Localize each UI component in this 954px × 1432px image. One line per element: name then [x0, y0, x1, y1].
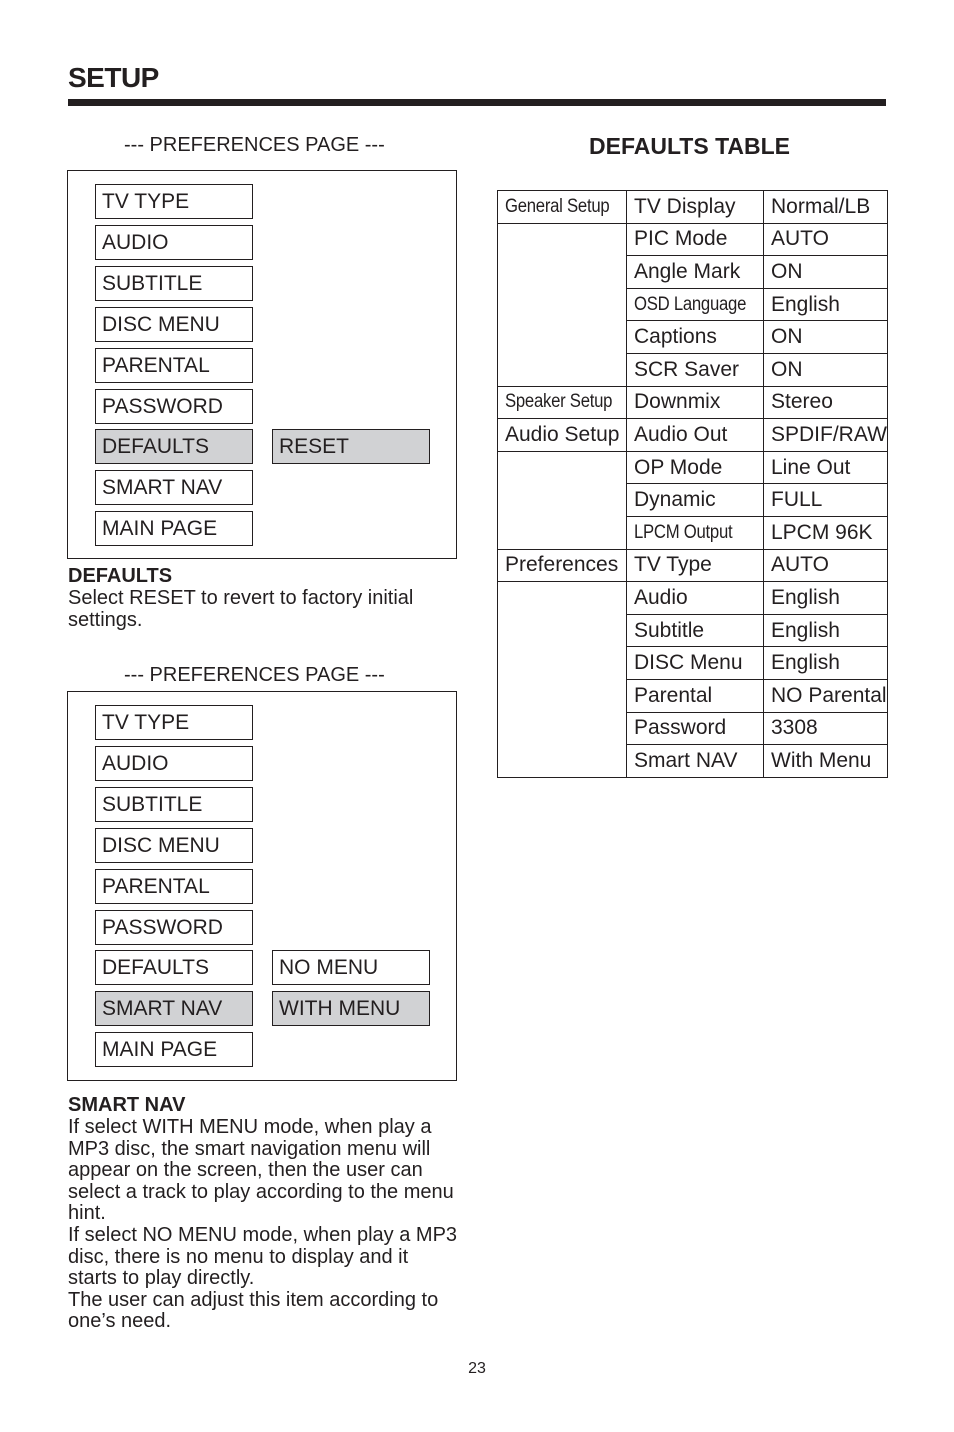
group-cell — [498, 419, 627, 452]
setting-item-label: Angle Mark — [634, 259, 741, 283]
smart-nav-paragraph: If select WITH MENU mode, when play a MP3 disc, the smart navigation menu will appear on the screen, then the user can select a track to play according to the menu hint. — [68, 1116, 454, 1225]
group-cell — [498, 191, 627, 224]
setting-item — [627, 386, 764, 419]
setting-item-label: TV Display — [634, 194, 736, 218]
setting-item-label: LPCM Output — [634, 521, 733, 543]
setting-item-label: Audio — [634, 585, 688, 609]
setting-item — [627, 516, 764, 549]
group-name: Speaker Setup — [505, 391, 613, 413]
setting-value: SPDIF/RAW — [764, 419, 888, 452]
setting-item-label: Parental — [634, 683, 713, 707]
table-row — [498, 451, 888, 484]
setting-value: English — [764, 647, 888, 680]
setting-value: 3308 — [764, 712, 888, 745]
menu-item-password: PASSWORD — [95, 910, 253, 945]
setting-item-label: PIC Mode — [634, 227, 728, 251]
setting-item-label: OSD Language — [634, 293, 747, 315]
setting-item — [627, 647, 764, 680]
setting-item — [627, 679, 764, 712]
defaults-table-title: DEFAULTS TABLE — [589, 133, 791, 159]
menu-item-main-page: MAIN PAGE — [95, 1032, 253, 1067]
menu-item-audio: AUDIO — [95, 746, 253, 781]
group-cell — [498, 549, 627, 582]
table-row — [498, 223, 888, 256]
table-row — [498, 386, 888, 419]
group-name: Audio Setup — [505, 422, 620, 446]
preferences-menu-panel-smart-nav — [67, 691, 457, 1081]
setting-item — [627, 582, 764, 615]
defaults-table — [497, 190, 888, 778]
panel2-caption: --- PREFERENCES PAGE --- — [124, 664, 385, 686]
setting-value: With Menu — [764, 745, 888, 778]
table-row — [498, 549, 888, 582]
setting-value: English — [764, 614, 888, 647]
setting-value: ON — [764, 321, 888, 354]
menu-item-disc-menu: DISC MENU — [95, 307, 253, 342]
setting-value: NO Parental — [764, 679, 888, 712]
menu-item-subtitle: SUBTITLE — [95, 266, 253, 301]
setting-value: English — [764, 288, 888, 321]
option-with-menu: WITH MENU — [272, 991, 430, 1026]
option-no-menu: NO MENU — [272, 950, 430, 985]
page-number: 23 — [468, 1360, 486, 1377]
menu-item-subtitle: SUBTITLE — [95, 787, 253, 822]
menu-item-parental: PARENTAL — [95, 869, 253, 904]
setting-item — [627, 353, 764, 386]
menu-item-defaults: DEFAULTS — [95, 950, 253, 985]
group-name: General Setup — [505, 195, 610, 217]
menu-item-tv-type: TV TYPE — [95, 705, 253, 740]
menu-item-disc-menu: DISC MENU — [95, 828, 253, 863]
setting-value: AUTO — [764, 223, 888, 256]
setting-item — [627, 549, 764, 582]
menu-item-smart-nav: SMART NAV — [95, 991, 253, 1026]
setting-item — [627, 191, 764, 224]
setting-item-label: Captions — [634, 325, 717, 349]
setting-item-label: DISC Menu — [634, 651, 743, 675]
setting-value: ON — [764, 256, 888, 289]
defaults-heading: DEFAULTS — [68, 565, 173, 587]
group-cell — [498, 386, 627, 419]
setting-item-label: OP Mode — [634, 455, 723, 479]
setting-value: LPCM 96K — [764, 516, 888, 549]
setting-item-label: Downmix — [634, 390, 721, 414]
menu-item-audio: AUDIO — [95, 225, 253, 260]
setting-item — [627, 321, 764, 354]
setting-item-label: Audio Out — [634, 422, 728, 446]
setting-item-label: Smart NAV — [634, 748, 738, 772]
setting-item — [627, 712, 764, 745]
group-cell-empty — [498, 223, 627, 386]
setting-item-label: Subtitle — [634, 618, 705, 642]
table-row — [498, 582, 888, 615]
setting-item — [627, 223, 764, 256]
preferences-menu-panel-defaults — [67, 170, 457, 559]
smart-nav-paragraph: The user can adjust this item according to one’s need. — [68, 1288, 439, 1333]
menu-item-main-page: MAIN PAGE — [95, 511, 253, 546]
smart-nav-heading: SMART NAV — [68, 1094, 186, 1116]
setting-item — [627, 484, 764, 517]
setting-value: FULL — [764, 484, 888, 517]
page-title: SETUP — [68, 62, 159, 93]
setting-item-label: SCR Saver — [634, 357, 740, 381]
group-cell-empty — [498, 451, 627, 549]
setting-item-label: Password — [634, 716, 727, 740]
setting-value: Line Out — [764, 451, 888, 484]
setting-value: AUTO — [764, 549, 888, 582]
table-row — [498, 191, 888, 224]
smart-nav-paragraph: If select NO MENU mode, when play a MP3 disc, there is no menu to display and it starts to play directly. — [68, 1223, 458, 1290]
setting-item-label: TV Type — [634, 553, 712, 577]
setting-item-label: Dynamic — [634, 488, 716, 512]
setting-item — [627, 614, 764, 647]
table-row — [498, 419, 888, 452]
menu-item-password: PASSWORD — [95, 389, 253, 424]
setting-item — [627, 288, 764, 321]
group-cell-empty — [498, 582, 627, 778]
option-reset: RESET — [272, 429, 430, 464]
setting-value: English — [764, 582, 888, 615]
menu-item-defaults: DEFAULTS — [95, 429, 253, 464]
setting-item — [627, 745, 764, 778]
menu-item-parental: PARENTAL — [95, 348, 253, 383]
setting-value: ON — [764, 353, 888, 386]
setting-value: Normal/LB — [764, 191, 888, 224]
defaults-description: Select RESET to revert to factory initial settings. — [68, 587, 414, 631]
group-name: Preferences — [505, 553, 619, 577]
setting-item — [627, 419, 764, 452]
setting-item — [627, 451, 764, 484]
menu-item-smart-nav: SMART NAV — [95, 470, 253, 505]
smart-nav-description — [68, 1117, 458, 1333]
setting-item — [627, 256, 764, 289]
menu-item-tv-type: TV TYPE — [95, 184, 253, 219]
title-rule — [68, 99, 886, 106]
panel1-caption: --- PREFERENCES PAGE --- — [124, 134, 385, 156]
setting-value: Stereo — [764, 386, 888, 419]
